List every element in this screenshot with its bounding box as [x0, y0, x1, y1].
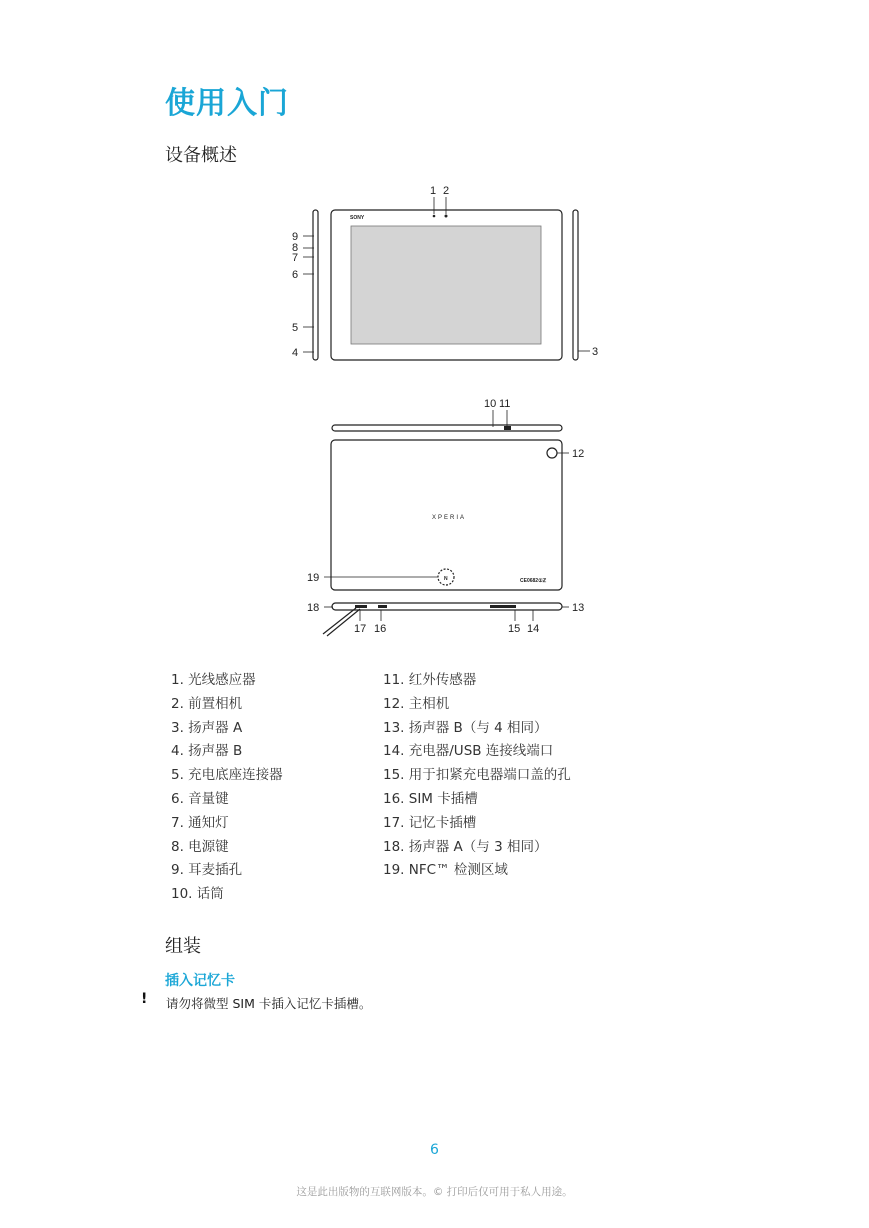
list-item: 9. 耳麦插孔: [171, 862, 243, 879]
top-edge-view: [332, 425, 562, 431]
section-heading-assembly: 组装: [165, 936, 201, 957]
main-camera: [547, 448, 557, 458]
section-heading-overview: 设备概述: [165, 145, 237, 166]
list-item: 15. 用于扣紧充电器端口盖的孔: [383, 767, 571, 784]
nfc-mark: N: [444, 576, 448, 582]
parts-list-left: [171, 669, 283, 907]
callout-18: 18: [307, 602, 320, 614]
warning-text: 请勿将微型 SIM 卡插入记忆卡插槽。: [166, 996, 372, 1011]
callout-12: 12: [572, 448, 585, 460]
parts-list-right: [383, 669, 571, 883]
callout-16: 16: [374, 623, 387, 635]
list-item: 11. 红外传感器: [383, 672, 477, 688]
callout-10: 10: [484, 398, 497, 410]
list-item: 13. 扬声器 B（与 4 相同）: [383, 719, 548, 736]
list-item: 6. 音量键: [171, 790, 229, 807]
callout-19: 19: [307, 572, 320, 584]
callout-6: 6: [292, 269, 299, 281]
callout-5: 5: [292, 322, 299, 334]
list-item: 12. 主相机: [383, 695, 450, 712]
page-title: 使用入门: [165, 86, 289, 121]
sony-logo: SONY: [350, 215, 365, 221]
callout-8: 8: [292, 242, 299, 254]
certification-marks: CE0682①ℤ: [520, 578, 547, 584]
callout-14: 14: [527, 623, 540, 635]
page-number: 6: [430, 1142, 439, 1158]
callout-7: 7: [292, 252, 299, 264]
side-view-right: [573, 210, 578, 360]
callout-9: 9: [292, 231, 299, 243]
list-item: 16. SIM 卡插槽: [383, 790, 478, 807]
list-item: 3. 扬声器 A: [171, 719, 243, 736]
side-view-left: [313, 210, 318, 360]
footer-note: 这是此出版物的互联网版本。© 打印后仅可用于私人用途。: [296, 1186, 573, 1198]
screen: [351, 226, 541, 344]
kickstand: [323, 608, 356, 634]
callout-15: 15: [508, 623, 521, 635]
callout-11: 11: [499, 398, 511, 410]
list-item: 19. NFC™ 检测区域: [383, 862, 508, 879]
warning-icon: !: [141, 991, 148, 1007]
list-item: 7. 通知灯: [171, 814, 229, 831]
subsection-heading: 插入记忆卡: [165, 973, 235, 989]
list-item: 5. 充电底座连接器: [171, 767, 283, 784]
callout-17: 17: [354, 623, 367, 635]
list-item: 2. 前置相机: [171, 695, 243, 712]
list-item: 17. 记忆卡插槽: [383, 814, 477, 831]
list-item: 10. 话筒: [171, 886, 224, 903]
list-item: 18. 扬声器 A（与 3 相同）: [383, 838, 548, 855]
device-diagram: [280, 178, 610, 638]
callout-4: 4: [292, 347, 299, 359]
callout-13: 13: [572, 602, 585, 614]
callout-3: 3: [592, 346, 599, 358]
list-item: 1. 光线感应器: [171, 672, 256, 688]
callout-1: 1: [430, 185, 437, 197]
list-item: 14. 充电器/USB 连接线端口: [383, 743, 554, 760]
list-item: 4. 扬声器 B: [171, 743, 243, 760]
callout-2: 2: [443, 185, 450, 197]
xperia-brand: XPERIA: [432, 515, 467, 521]
list-item: 8. 电源键: [171, 838, 229, 855]
